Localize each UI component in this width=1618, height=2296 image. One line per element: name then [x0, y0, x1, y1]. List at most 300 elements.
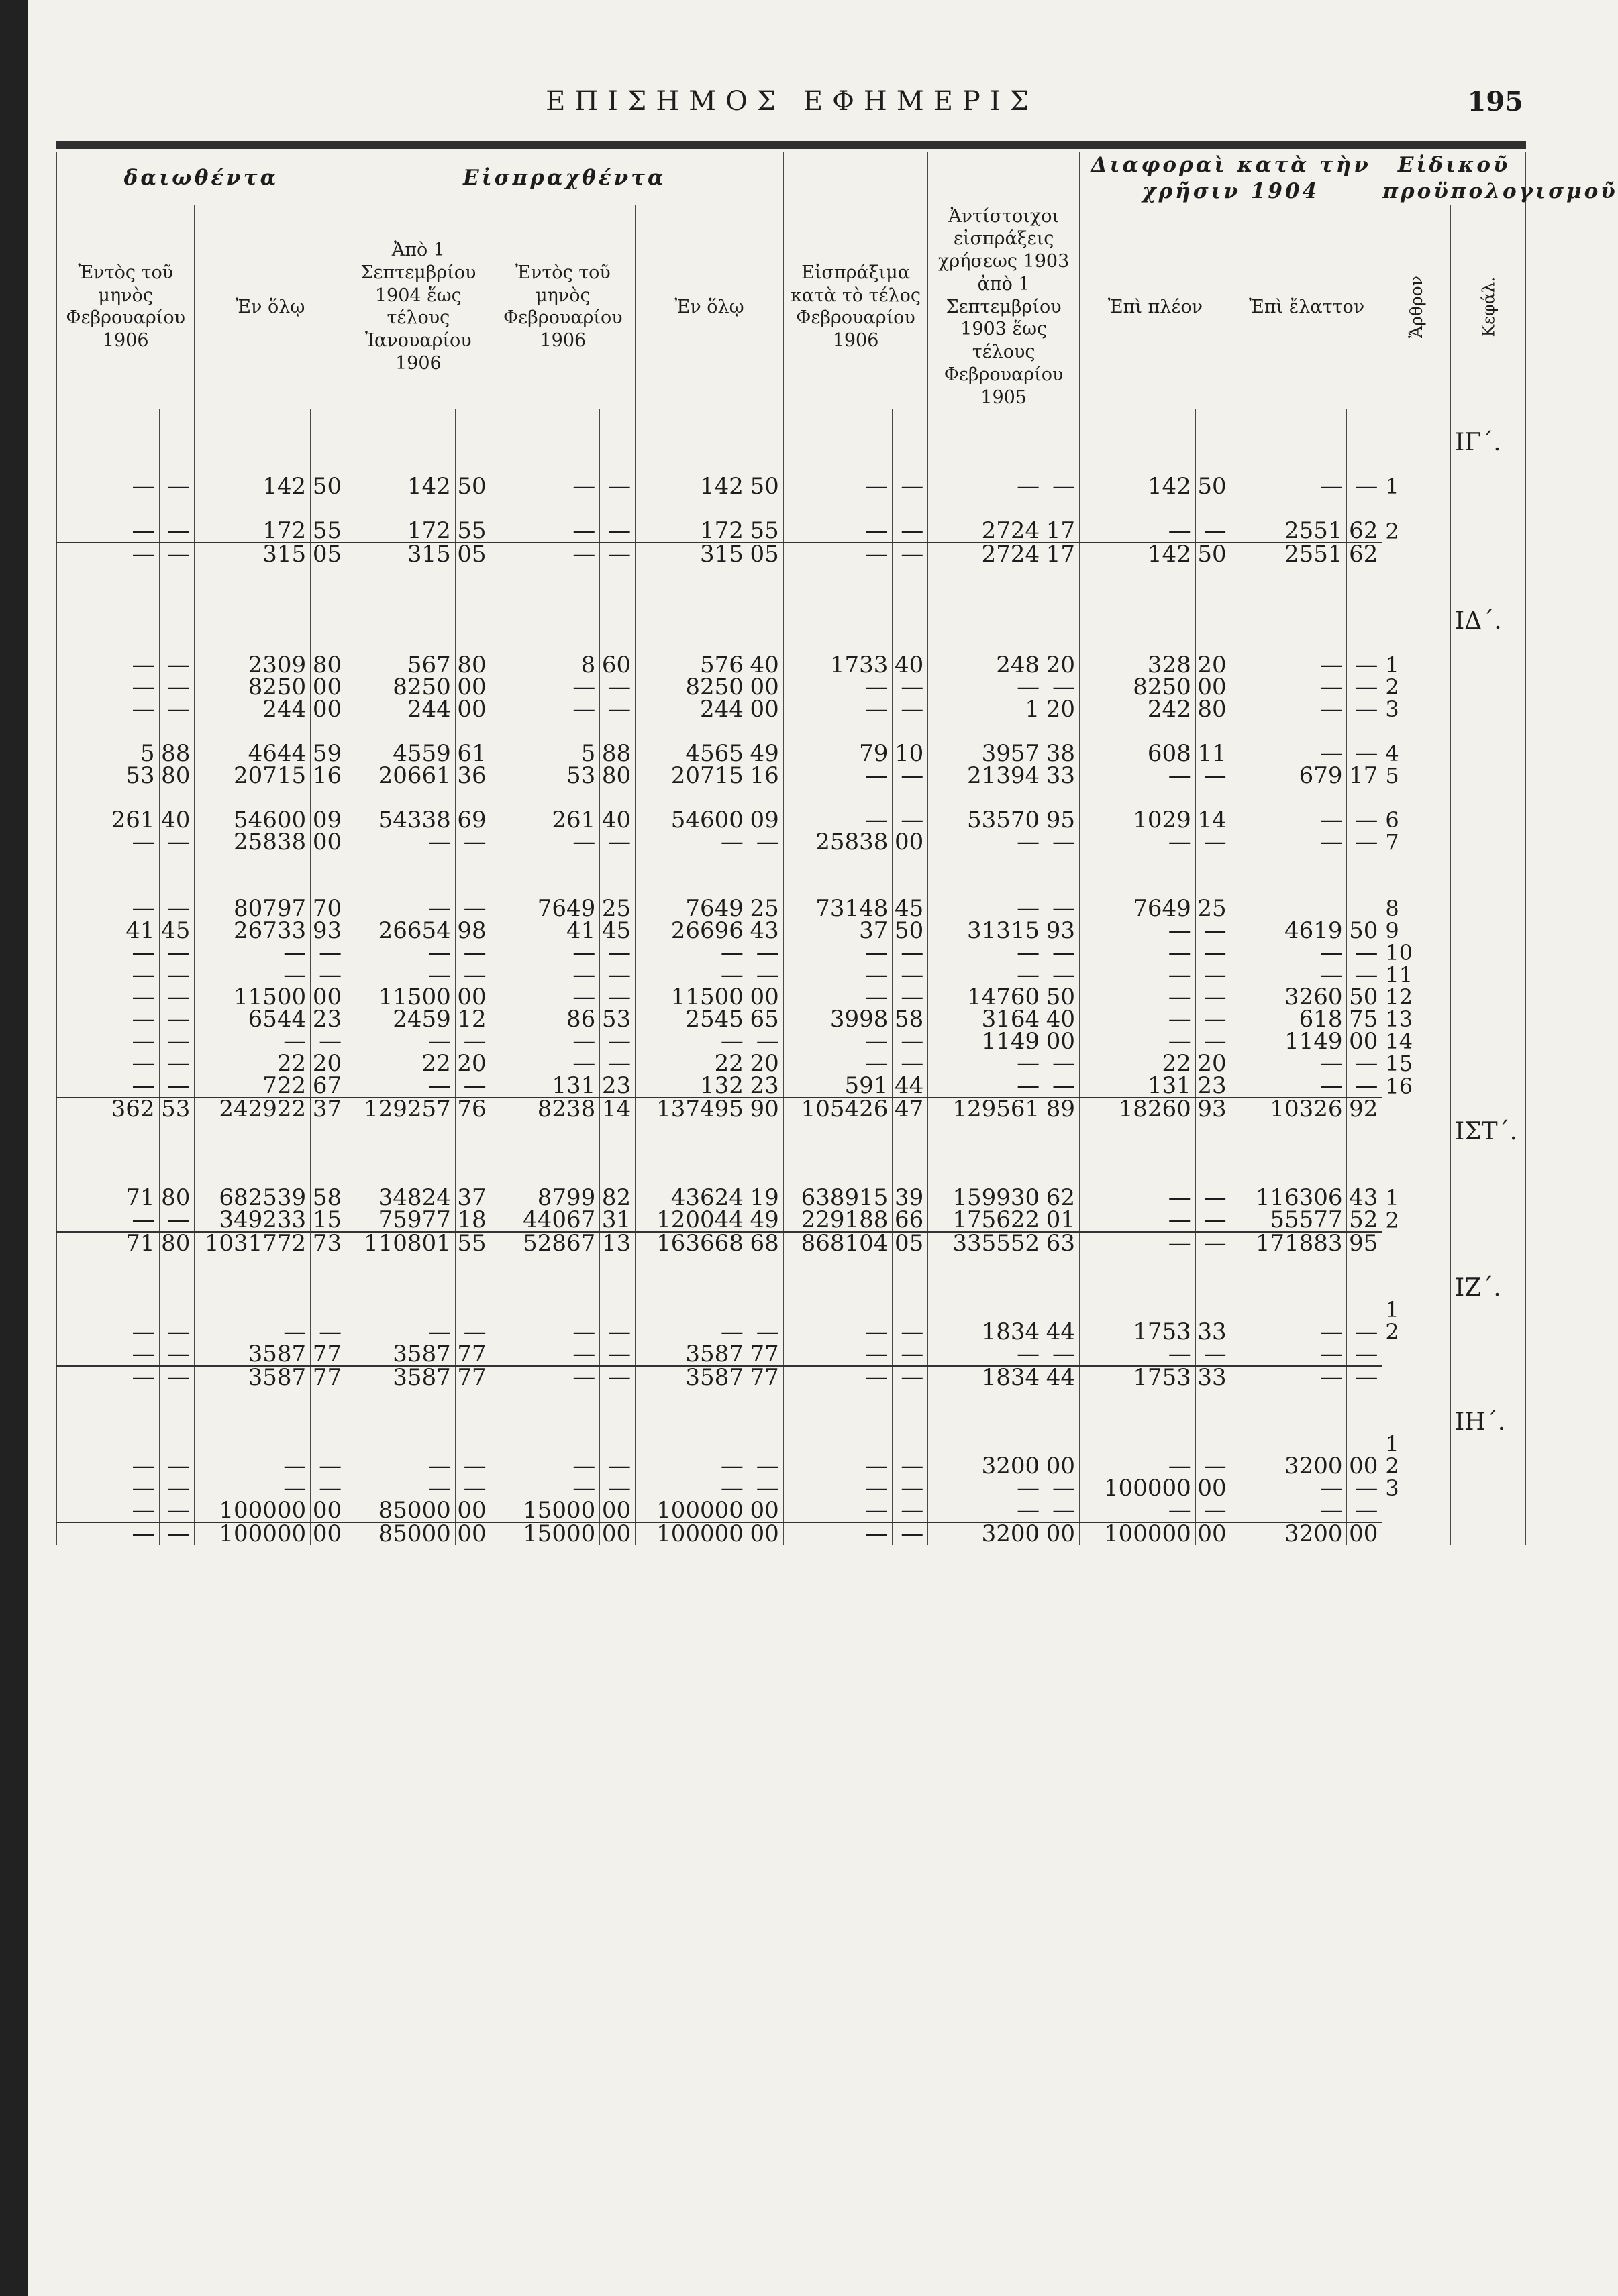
- amount-cell: 22: [346, 1053, 456, 1075]
- amount-cell: —: [783, 1455, 893, 1477]
- amount-cell: 172: [636, 520, 748, 543]
- amount-cell: 567: [346, 654, 456, 676]
- amount-cell: 21394: [928, 765, 1044, 787]
- amount-cell: 4644: [195, 743, 311, 765]
- cents-cell: 50: [311, 476, 346, 498]
- table-row: [57, 431, 1526, 454]
- amount-cell: —: [928, 1500, 1044, 1522]
- article-number: [1382, 721, 1451, 743]
- amount-cell: —: [346, 1477, 456, 1500]
- cents-cell: [311, 1255, 346, 1277]
- cents-cell: 00: [311, 676, 346, 698]
- amount-cell: 11500: [346, 986, 456, 1008]
- cents-cell: [1044, 409, 1080, 432]
- cents-cell: 00: [455, 698, 491, 721]
- cents-cell: 89: [1044, 1098, 1080, 1120]
- amount-cell: 2724: [928, 520, 1044, 543]
- cents-cell: —: [893, 1321, 928, 1343]
- amount-cell: 25838: [783, 831, 893, 853]
- amount-cell: [491, 409, 600, 432]
- cents-cell: [1195, 853, 1231, 876]
- cents-cell: [600, 1389, 636, 1411]
- amount-cell: 3587: [636, 1343, 748, 1366]
- amount-cell: 22: [636, 1053, 748, 1075]
- amount-cell: —: [783, 964, 893, 986]
- cents-cell: 68: [748, 1232, 783, 1255]
- cents-cell: —: [893, 1031, 928, 1053]
- cents-cell: [1044, 1411, 1080, 1433]
- cents-cell: 50: [1195, 543, 1231, 566]
- cents-cell: —: [159, 1366, 195, 1389]
- cents-cell: 98: [455, 920, 491, 942]
- cents-cell: 67: [311, 1075, 346, 1098]
- cents-cell: 90: [748, 1098, 783, 1120]
- cents-cell: —: [159, 1500, 195, 1522]
- amount-cell: —: [1231, 654, 1347, 676]
- amount-cell: 142: [195, 476, 311, 498]
- amount-cell: —: [928, 831, 1044, 853]
- cents-cell: 00: [748, 986, 783, 1008]
- amount-cell: [1079, 1120, 1195, 1143]
- cents-cell: 52: [1347, 1209, 1382, 1232]
- cents-cell: —: [1195, 1031, 1231, 1053]
- cents-cell: [600, 853, 636, 876]
- group-header-left: δαιωθέντα: [57, 152, 346, 205]
- total-row: [57, 1522, 1526, 1545]
- amount-cell: 261: [491, 809, 600, 831]
- amount-cell: 172: [195, 520, 311, 543]
- cents-cell: [600, 431, 636, 454]
- table-row: [57, 1299, 1526, 1321]
- cents-cell: 80: [311, 654, 346, 676]
- amount-cell: —: [1079, 1008, 1195, 1031]
- cents-cell: —: [1044, 1343, 1080, 1366]
- cents-cell: —: [1347, 698, 1382, 721]
- table-row: [57, 920, 1526, 942]
- amount-cell: [928, 1255, 1044, 1277]
- cents-cell: [748, 431, 783, 454]
- cents-cell: [159, 588, 195, 610]
- chapter-label: ΙΗ΄.: [1451, 1411, 1526, 1433]
- cents-cell: [1347, 431, 1382, 454]
- cents-cell: 63: [1044, 1232, 1080, 1255]
- cents-cell: —: [893, 698, 928, 721]
- cents-cell: —: [600, 831, 636, 853]
- amount-cell: [783, 1143, 893, 1165]
- cents-cell: 77: [311, 1366, 346, 1389]
- cents-cell: —: [455, 1477, 491, 1500]
- amount-cell: —: [195, 942, 311, 964]
- amount-cell: [346, 1143, 456, 1165]
- article-number: 10: [1382, 942, 1451, 964]
- amount-cell: [1231, 1411, 1347, 1433]
- cents-cell: [1195, 1277, 1231, 1299]
- chapter-label: [1451, 676, 1526, 698]
- amount-cell: [195, 588, 311, 610]
- amount-cell: 172: [346, 520, 456, 543]
- cents-cell: [1044, 431, 1080, 454]
- page-header: [60, 86, 1523, 126]
- amount-cell: 100000: [1079, 1522, 1195, 1545]
- amount-cell: 129257: [346, 1098, 456, 1120]
- amount-cell: —: [783, 1343, 893, 1366]
- amount-cell: —: [636, 831, 748, 853]
- amount-cell: —: [783, 1053, 893, 1075]
- amount-cell: [491, 1389, 600, 1411]
- cents-cell: 15: [311, 1209, 346, 1232]
- chapter-label: [1451, 566, 1526, 588]
- cents-cell: 20: [1044, 654, 1080, 676]
- chapter-label: [1451, 1053, 1526, 1075]
- cents-cell: —: [600, 964, 636, 986]
- amount-cell: 100000: [636, 1522, 748, 1545]
- cents-cell: 17: [1044, 543, 1080, 566]
- amount-cell: —: [928, 1477, 1044, 1500]
- article-number: [1382, 1165, 1451, 1187]
- amount-cell: —: [1231, 1500, 1347, 1522]
- amount-cell: 576: [636, 654, 748, 676]
- article-number: [1382, 1120, 1451, 1143]
- cents-cell: [159, 1120, 195, 1143]
- chapter-label: [1451, 543, 1526, 566]
- chapter-label: [1451, 721, 1526, 743]
- amount-cell: 163668: [636, 1232, 748, 1255]
- amount-cell: [636, 1120, 748, 1143]
- cents-cell: [893, 1277, 928, 1299]
- cents-cell: [893, 431, 928, 454]
- cents-cell: 19: [748, 1187, 783, 1209]
- amount-cell: —: [491, 942, 600, 964]
- cents-cell: [748, 853, 783, 876]
- cents-cell: —: [1347, 676, 1382, 698]
- amount-cell: —: [491, 698, 600, 721]
- amount-cell: 242: [1079, 698, 1195, 721]
- cents-cell: [600, 1255, 636, 1277]
- amount-cell: —: [57, 1477, 160, 1500]
- amount-cell: 2459: [346, 1008, 456, 1031]
- amount-cell: 6544: [195, 1008, 311, 1031]
- chapter-label: [1451, 1187, 1526, 1209]
- chapter-label: [1451, 831, 1526, 853]
- amount-cell: —: [1231, 743, 1347, 765]
- cents-cell: 00: [455, 676, 491, 698]
- amount-cell: —: [1079, 831, 1195, 853]
- cents-cell: —: [1195, 964, 1231, 986]
- cents-cell: —: [600, 520, 636, 543]
- group-header-budget: Εἰδικοῦ προϋπολογισμοῦ: [1382, 152, 1526, 205]
- cents-cell: 16: [311, 765, 346, 787]
- cents-cell: —: [159, 942, 195, 964]
- cents-cell: —: [159, 1343, 195, 1366]
- amount-cell: [57, 588, 160, 610]
- cents-cell: —: [159, 1455, 195, 1477]
- page-binding-edge: [0, 0, 28, 2296]
- cents-cell: —: [455, 964, 491, 986]
- cents-cell: [159, 566, 195, 588]
- amount-cell: —: [346, 1455, 456, 1477]
- amount-cell: [195, 1143, 311, 1165]
- cents-cell: 23: [311, 1008, 346, 1031]
- cents-cell: —: [600, 1477, 636, 1500]
- chapter-label: [1451, 454, 1526, 476]
- cents-cell: 44: [1044, 1321, 1080, 1343]
- cents-cell: —: [1044, 898, 1080, 920]
- cents-cell: —: [893, 1366, 928, 1389]
- article-number: [1382, 1389, 1451, 1411]
- table-row: [57, 765, 1526, 787]
- col-header-g: Ἀντίστοιχοι εἰσπράξεις χρήσεως 1903 ἀπὸ 1 Σεπτεμβρίου 1903 ἕως τέλους Φεβρουαρίου 1905: [928, 205, 1080, 409]
- amount-cell: 1149: [1231, 1031, 1347, 1053]
- amount-cell: [928, 1389, 1044, 1411]
- amount-cell: 3260: [1231, 986, 1347, 1008]
- amount-cell: —: [1079, 986, 1195, 1008]
- amount-cell: [346, 853, 456, 876]
- cents-cell: —: [1347, 1477, 1382, 1500]
- cents-cell: 82: [600, 1187, 636, 1209]
- cents-cell: 75: [1347, 1008, 1382, 1031]
- col-header-c: Ἀπὸ 1 Σεπτεμβρίου 1904 ἕως τέλους Ἰανουαρίου 1906: [346, 205, 491, 409]
- amount-cell: 248: [928, 654, 1044, 676]
- amount-cell: —: [1079, 920, 1195, 942]
- amount-cell: [1079, 610, 1195, 632]
- amount-cell: —: [1231, 1366, 1347, 1389]
- cents-cell: —: [1347, 809, 1382, 831]
- amount-cell: [346, 1255, 456, 1277]
- amount-cell: [195, 409, 311, 432]
- article-number: [1382, 1366, 1451, 1389]
- amount-cell: —: [1231, 1075, 1347, 1098]
- cents-cell: 61: [455, 743, 491, 765]
- cents-cell: 80: [1195, 698, 1231, 721]
- table-row: [57, 520, 1526, 543]
- amount-cell: [491, 1120, 600, 1143]
- cents-cell: [1044, 566, 1080, 588]
- cents-cell: [159, 1389, 195, 1411]
- article-number: 7: [1382, 831, 1451, 853]
- amount-cell: 261: [57, 809, 160, 831]
- amount-cell: —: [1231, 942, 1347, 964]
- chapter-label: [1451, 743, 1526, 765]
- cents-cell: 25: [600, 898, 636, 920]
- article-number: [1382, 1277, 1451, 1299]
- amount-cell: [1231, 876, 1347, 898]
- cents-cell: —: [893, 520, 928, 543]
- col-header-d: Ἐντὸς τοῦ μηνὸς Φεβρουαρίου 1906: [491, 205, 636, 409]
- amount-cell: —: [57, 520, 160, 543]
- chapter-label: [1451, 1477, 1526, 1500]
- amount-cell: [928, 1411, 1044, 1433]
- amount-cell: 100000: [195, 1522, 311, 1545]
- cents-cell: 01: [1044, 1209, 1080, 1232]
- cents-cell: [1044, 588, 1080, 610]
- amount-cell: 79: [783, 743, 893, 765]
- amount-cell: 608: [1079, 743, 1195, 765]
- cents-cell: [1044, 1277, 1080, 1299]
- amount-cell: [195, 431, 311, 454]
- amount-cell: 142: [636, 476, 748, 498]
- amount-cell: 7649: [491, 898, 600, 920]
- amount-cell: —: [928, 1075, 1044, 1098]
- cents-cell: [1347, 566, 1382, 588]
- amount-cell: [195, 853, 311, 876]
- cents-cell: [311, 566, 346, 588]
- chapter-label: [1451, 1075, 1526, 1098]
- cents-cell: 62: [1044, 1187, 1080, 1209]
- cents-cell: 00: [1044, 1522, 1080, 1545]
- cents-cell: —: [1195, 942, 1231, 964]
- amount-cell: —: [928, 942, 1044, 964]
- article-number: [1382, 588, 1451, 610]
- amount-cell: —: [195, 1455, 311, 1477]
- amount-cell: [928, 853, 1044, 876]
- table-row: [57, 1389, 1526, 1411]
- cents-cell: —: [159, 654, 195, 676]
- amount-cell: [346, 610, 456, 632]
- amount-cell: —: [57, 476, 160, 498]
- amount-cell: 3587: [636, 1366, 748, 1389]
- amount-cell: —: [491, 676, 600, 698]
- chapter-label: [1451, 1433, 1526, 1455]
- amount-cell: [346, 1277, 456, 1299]
- cents-cell: [311, 1143, 346, 1165]
- cents-cell: 50: [1044, 986, 1080, 1008]
- cents-cell: [748, 1143, 783, 1165]
- cents-cell: 00: [1195, 1522, 1231, 1545]
- cents-cell: 76: [455, 1098, 491, 1120]
- cents-cell: [600, 610, 636, 632]
- amount-cell: [1079, 566, 1195, 588]
- cents-cell: [1195, 1389, 1231, 1411]
- cents-cell: 13: [600, 1232, 636, 1255]
- chapter-label: [1451, 1031, 1526, 1053]
- cents-cell: 70: [311, 898, 346, 920]
- cents-cell: 80: [600, 765, 636, 787]
- amount-cell: —: [928, 898, 1044, 920]
- cents-cell: 40: [748, 654, 783, 676]
- amount-cell: —: [1231, 676, 1347, 698]
- amount-cell: —: [636, 1455, 748, 1477]
- amount-cell: 116306: [1231, 1187, 1347, 1209]
- total-row: [57, 1366, 1526, 1389]
- amount-cell: [783, 566, 893, 588]
- table-row: [57, 476, 1526, 498]
- amount-cell: 137495: [636, 1098, 748, 1120]
- cents-cell: —: [1347, 831, 1382, 853]
- blank-header: [928, 152, 1080, 205]
- cents-cell: 43: [748, 920, 783, 942]
- col-header-b: Ἐν ὅλῳ: [195, 205, 346, 409]
- article-number: 8: [1382, 898, 1451, 920]
- amount-cell: [491, 431, 600, 454]
- cents-cell: —: [600, 676, 636, 698]
- amount-cell: 105426: [783, 1098, 893, 1120]
- cents-cell: 25: [1195, 898, 1231, 920]
- cents-cell: [311, 610, 346, 632]
- amount-cell: [491, 1255, 600, 1277]
- amount-cell: 26696: [636, 920, 748, 942]
- table-row: [57, 409, 1526, 432]
- amount-cell: [1079, 853, 1195, 876]
- cents-cell: —: [1195, 1500, 1231, 1522]
- article-number: 15: [1382, 1053, 1451, 1075]
- chapter-label: [1451, 1455, 1526, 1477]
- cents-cell: 00: [1347, 1031, 1382, 1053]
- amount-cell: —: [636, 1477, 748, 1500]
- cents-cell: —: [748, 942, 783, 964]
- cents-cell: 93: [311, 920, 346, 942]
- cents-cell: —: [159, 476, 195, 498]
- amount-cell: 7649: [1079, 898, 1195, 920]
- amount-cell: 868104: [783, 1232, 893, 1255]
- cents-cell: [893, 566, 928, 588]
- amount-cell: 142: [346, 476, 456, 498]
- article-number: [1382, 1343, 1451, 1366]
- cents-cell: 50: [748, 476, 783, 498]
- cents-cell: —: [1044, 1075, 1080, 1098]
- cents-cell: [1044, 853, 1080, 876]
- cents-cell: 77: [455, 1366, 491, 1389]
- amount-cell: [1231, 1255, 1347, 1277]
- amount-cell: —: [57, 1209, 160, 1232]
- amount-cell: —: [783, 476, 893, 498]
- chapter-label: ΙΔ΄.: [1451, 610, 1526, 632]
- cents-cell: [893, 1389, 928, 1411]
- cents-cell: [600, 566, 636, 588]
- cents-cell: 38: [1044, 743, 1080, 765]
- amount-cell: [346, 1389, 456, 1411]
- amount-cell: 15000: [491, 1522, 600, 1545]
- article-number: 1: [1382, 1187, 1451, 1209]
- amount-cell: 1834: [928, 1321, 1044, 1343]
- cents-cell: 12: [455, 1008, 491, 1031]
- cents-cell: 50: [1347, 920, 1382, 942]
- article-number: [1382, 1255, 1451, 1277]
- amount-cell: [636, 1255, 748, 1277]
- amount-cell: —: [57, 1008, 160, 1031]
- cents-cell: [159, 431, 195, 454]
- article-number: 1: [1382, 1433, 1451, 1455]
- cents-cell: 45: [159, 920, 195, 942]
- cents-cell: 39: [893, 1187, 928, 1209]
- cents-cell: —: [600, 1053, 636, 1075]
- cents-cell: 80: [159, 765, 195, 787]
- amount-cell: 1: [928, 698, 1044, 721]
- cents-cell: 00: [748, 676, 783, 698]
- cents-cell: [159, 610, 195, 632]
- amount-cell: 3587: [195, 1343, 311, 1366]
- cents-cell: [455, 566, 491, 588]
- amount-cell: —: [783, 676, 893, 698]
- cents-cell: 20: [1044, 698, 1080, 721]
- amount-cell: [195, 566, 311, 588]
- table-row: [57, 1277, 1526, 1299]
- amount-cell: —: [57, 986, 160, 1008]
- cents-cell: —: [1195, 1455, 1231, 1477]
- amount-cell: [928, 1143, 1044, 1165]
- amount-cell: —: [1231, 1053, 1347, 1075]
- cents-cell: —: [600, 698, 636, 721]
- amount-cell: —: [491, 520, 600, 543]
- cents-cell: [455, 1411, 491, 1433]
- cents-cell: [1195, 610, 1231, 632]
- amount-cell: [1231, 1277, 1347, 1299]
- cents-cell: [1347, 876, 1382, 898]
- amount-cell: [1079, 1143, 1195, 1165]
- amount-cell: 22: [195, 1053, 311, 1075]
- cents-cell: —: [159, 964, 195, 986]
- amount-cell: —: [57, 964, 160, 986]
- amount-cell: —: [1079, 520, 1195, 543]
